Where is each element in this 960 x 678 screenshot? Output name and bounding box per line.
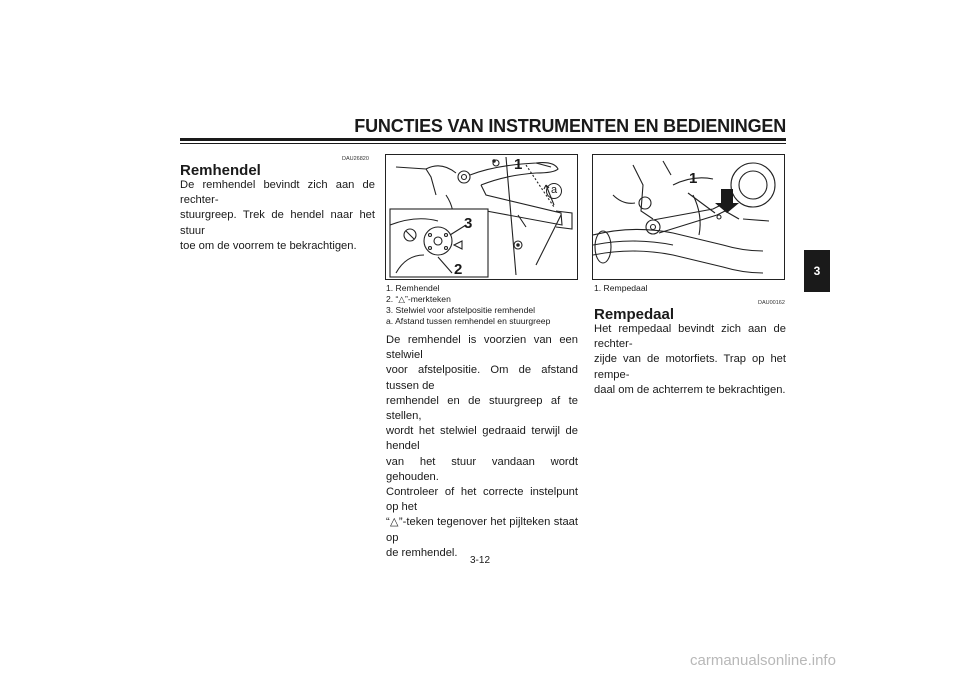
caption-item: 1. Rempedaal — [594, 283, 648, 293]
text-line: de remhendel. — [386, 546, 458, 559]
figure-brake-pedal — [592, 154, 785, 280]
paragraph-rempedaal — [594, 322, 786, 398]
page-number: 3-12 — [470, 555, 491, 566]
text-line: voor afstelpositie. Om de afstand tussen de — [386, 364, 578, 392]
text-line: stuurgreep. Trek de hendel naar het stuur — [180, 209, 375, 237]
figure-label-3: 3 — [464, 215, 473, 232]
text-line: Het rempedaal bevindt zich aan de rechter- — [594, 323, 786, 351]
text-line: daal om de achterrem te bekrachtigen. — [594, 383, 786, 396]
page-header-title: FUNCTIES VAN INSTRUMENTEN EN BEDIENINGEN — [354, 116, 786, 136]
text-line: toe om de voorrem te bekrachtigen. — [180, 239, 357, 252]
captions-brake-pedal — [594, 283, 784, 294]
text-line: zijde van de motorfiets. Trap op het rempe- — [594, 353, 786, 381]
text-line: “△”-teken tegenover het pijlteken staat op — [386, 516, 578, 544]
brake-lever-illustration — [386, 155, 577, 279]
figure-label-1: 1 — [514, 156, 523, 173]
text-line: De remhendel bevindt zich aan de rechter- — [180, 179, 375, 207]
header-rule-thin — [180, 143, 786, 144]
paragraph-remhendel — [180, 178, 375, 254]
figure-label-1: 1 — [689, 170, 698, 187]
captions-brake-lever — [386, 283, 586, 327]
caption-item: 1. Remhendel — [386, 283, 440, 293]
text-line: De remhendel is voorzien van een stelwiel — [386, 334, 578, 362]
figure-label-a: a — [546, 183, 562, 199]
paragraph-remhendel-adjust — [386, 333, 578, 561]
text-line: Controleer of het correcte instelpunt op het — [386, 486, 578, 514]
section-code-rempedaal: DAU00162 — [758, 300, 785, 306]
caption-item: 3. Stelwiel voor afstelpositie remhendel — [386, 305, 536, 315]
section-code-remhendel: DAU26820 — [342, 156, 369, 162]
figure-brake-lever — [385, 154, 578, 280]
text-line: remhendel en de stuurgreep af te stellen, — [386, 394, 578, 423]
chapter-tab: 3 — [804, 250, 830, 292]
figure-label-2: 2 — [454, 261, 463, 278]
text-line: wordt het stelwiel gedraaid terwijl de hendel — [386, 425, 578, 453]
header-rule — [180, 138, 786, 141]
heading-rempedaal: Rempedaal — [594, 306, 675, 323]
text-line: van het stuur vandaan wordt gehouden. — [386, 455, 578, 483]
watermark: carmanualsonline.info — [690, 652, 836, 669]
caption-item: a. Afstand tussen remhendel en stuurgreep — [386, 316, 551, 326]
caption-item: 2. “△”-merkteken — [386, 294, 451, 304]
heading-remhendel: Remhendel — [180, 162, 261, 179]
